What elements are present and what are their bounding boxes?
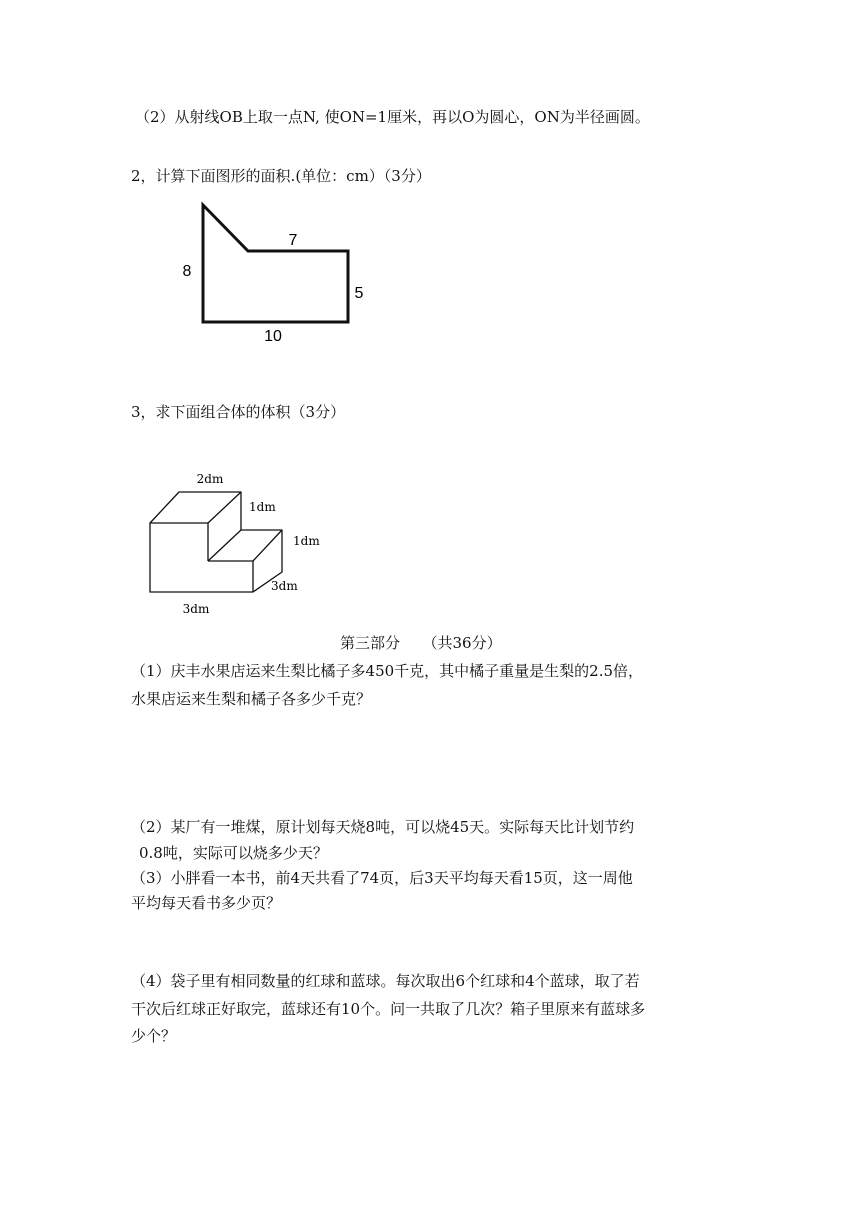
- q2-label-top: 7: [288, 232, 298, 249]
- q1-part2-text: （2）从射线OB上取一点N, 使ON=1厘米，再以O为圆心，ON为半径画圆。: [135, 108, 650, 126]
- q2-label-right: 5: [354, 285, 364, 302]
- q2-polygon: [203, 205, 348, 322]
- q3-label-top-width: 2dm: [196, 472, 224, 486]
- q3-volume-figure: [140, 465, 340, 620]
- q3-label-step-height: 1dm: [249, 500, 276, 514]
- section3-heading: 第三部分 （共36分）: [340, 634, 502, 652]
- p3-line2: 平均每天看书多少页？: [131, 894, 282, 912]
- q3-title: 3，求下面组合体的体积（3分）: [131, 403, 346, 421]
- p4-line3: 少个？: [131, 1027, 177, 1045]
- p3-line1: （3）小胖看一本书，前4天共看了74页，后3天平均每天看15页，这一周他: [131, 869, 633, 887]
- q2-label-bottom: 10: [264, 328, 282, 345]
- q2-title: 2，计算下面图形的面积.(单位：cm）（3分）: [131, 167, 431, 185]
- q2-label-left: 8: [182, 263, 192, 280]
- p2-line1: （2）某厂有一堆煤，原计划每天烧8吨，可以烧45天。实际每天比计划节约: [131, 818, 635, 836]
- p4-line1: （4）袋子里有相同数量的红球和蓝球。每次取出6个红球和4个蓝球，取了若: [131, 972, 640, 990]
- p1-line1: （1）庆丰水果店运来生梨比橘子多450千克，其中橘子重量是生梨的2.5倍，: [131, 662, 644, 680]
- q2-area-figure: [170, 195, 390, 355]
- p1-line2: 水果店运来生梨和橘子各多少千克？: [131, 690, 372, 708]
- q3-label-depth: 3dm: [271, 579, 298, 593]
- p2-line2: 0.8吨，实际可以烧多少天？: [139, 844, 328, 862]
- q3-label-right-height: 1dm: [293, 534, 320, 548]
- p4-line2: 干次后红球正好取完，蓝球还有10个。问一共取了几次？箱子里原来有蓝球多: [131, 1000, 646, 1018]
- q3-label-bottom-length: 3dm: [182, 602, 210, 616]
